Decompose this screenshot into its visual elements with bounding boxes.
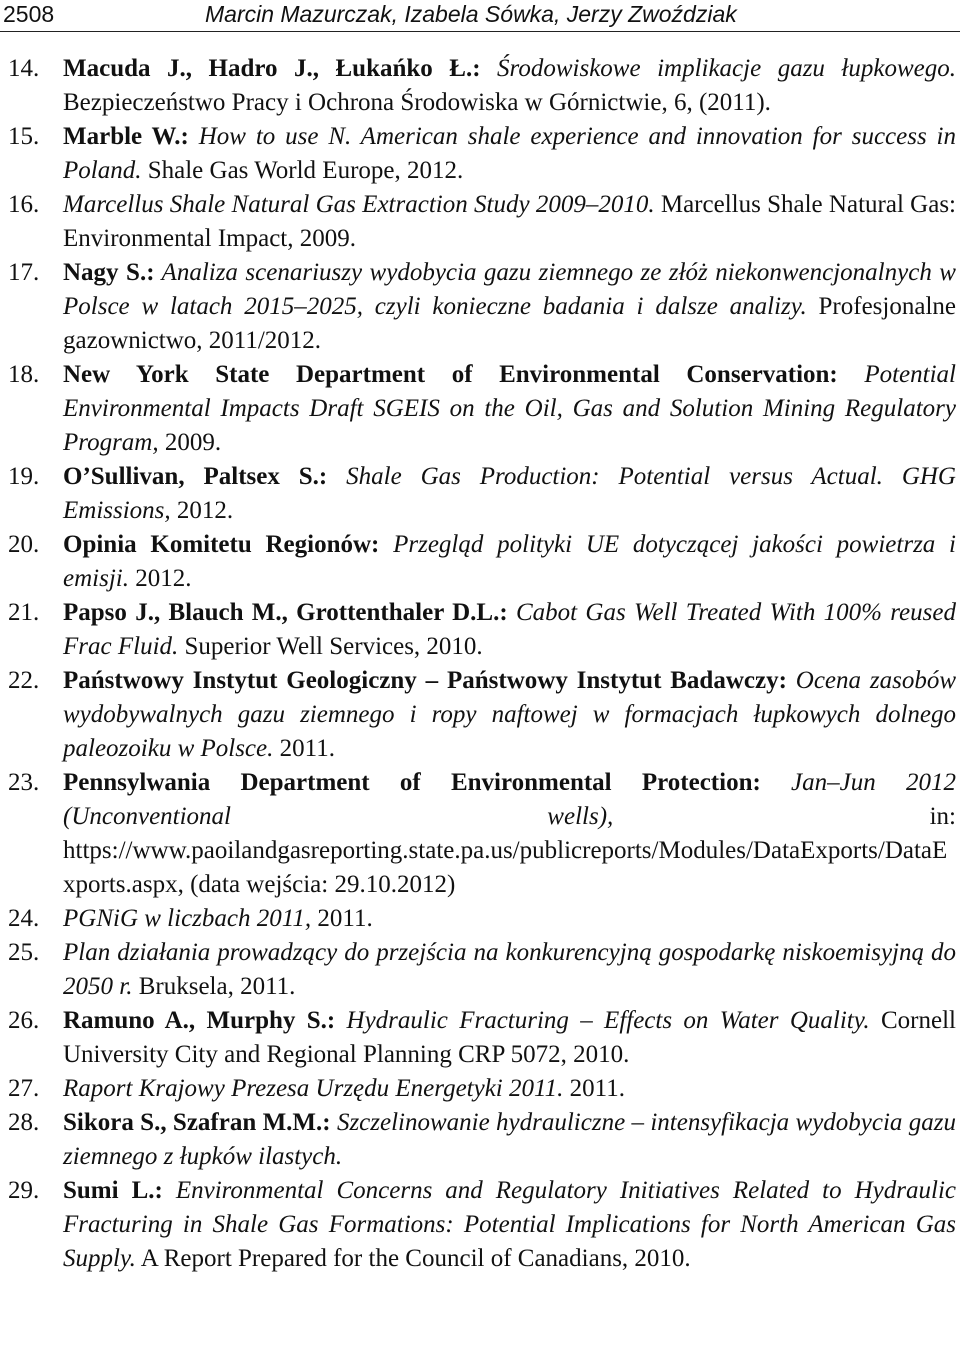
reference-title: Środowiskowe implikacje gazu łupkowego. bbox=[480, 55, 956, 82]
reference-details: Shale Gas World Europe, 2012. bbox=[141, 157, 464, 184]
reference-item bbox=[8, 1072, 956, 1106]
reference-item bbox=[8, 902, 956, 936]
reference-details: Bezpieczeństwo Pracy i Ochrona Środowiska w Górnictwie, 6, (2011). bbox=[63, 89, 771, 116]
reference-title: Analiza scenariuszy wydobycia gazu ziemnego ze złóż niekonwencjonalnych w Polsce w latach 2015–2025, czyli konieczne badania i dalsze analizy. bbox=[63, 259, 956, 320]
reference-item bbox=[8, 1106, 956, 1174]
page-header bbox=[0, 0, 960, 30]
reference-number: 26. bbox=[8, 1007, 40, 1034]
reference-title: How to use N. American shale experience and innovation for success in Poland. bbox=[63, 123, 957, 184]
reference-number: 16. bbox=[8, 191, 40, 218]
reference-details: 2011. bbox=[273, 735, 335, 762]
reference-title: Marcellus Shale Natural Gas Extraction Study 2009–2010. bbox=[63, 191, 655, 218]
reference-number: 18. bbox=[8, 361, 40, 388]
reference-title: Potential Environmental Impacts Draft SGEIS on the Oil, Gas and Solution Mining Regulatory Program, bbox=[63, 361, 956, 456]
reference-title: Environmental Concerns and Regulatory Initiatives Related to Hydraulic Fracturing in Shale Gas Formations: Potential Implications for North American Gas Supply. bbox=[63, 1177, 956, 1272]
reference-item bbox=[8, 766, 956, 902]
reference-details: A Report Prepared for the Council of Canadians, 2010. bbox=[135, 1245, 691, 1272]
reference-item bbox=[8, 52, 956, 120]
reference-details: 2012. bbox=[128, 565, 192, 592]
reference-authors: Opinia Komitetu Regionów: bbox=[63, 531, 380, 558]
reference-authors: Pennsylwania Department of Environmental Protection: bbox=[63, 769, 761, 796]
reference-number: 17. bbox=[8, 259, 40, 286]
reference-number: 24. bbox=[8, 905, 40, 932]
reference-item bbox=[8, 358, 956, 460]
reference-item bbox=[8, 1174, 956, 1276]
reference-title: Raport Krajowy Prezesa Urzędu Energetyki 2011. bbox=[63, 1075, 564, 1102]
reference-details: Superior Well Services, 2010. bbox=[178, 633, 483, 660]
reference-item bbox=[8, 528, 956, 596]
reference-details: Bruksela, 2011. bbox=[132, 973, 296, 1000]
reference-details: Profesjonalne gazownictwo, 2011/2012. bbox=[63, 293, 956, 354]
reference-title: Cabot Gas Well Treated With 100% reused Frac Fluid. bbox=[63, 599, 956, 660]
reference-number: 15. bbox=[8, 123, 40, 150]
reference-item bbox=[8, 120, 956, 188]
reference-details: 2012. bbox=[170, 497, 234, 524]
reference-title: Jan–Jun 2012 (Unconventional wells), bbox=[63, 769, 956, 830]
reference-authors: Papso J., Blauch M., Grottenthaler D.L.: bbox=[63, 599, 508, 626]
reference-list bbox=[8, 52, 956, 1276]
reference-title: Shale Gas Production: Potential versus Actual. GHG Emissions, bbox=[63, 463, 956, 524]
reference-authors: Marble W.: bbox=[63, 123, 189, 150]
reference-item bbox=[8, 936, 956, 1004]
reference-number: 22. bbox=[8, 667, 40, 694]
reference-title: PGNiG w liczbach 2011, bbox=[63, 905, 312, 932]
reference-details: in: https://www.paoilandgasreporting.state.pa.us/publicreports/Modules/DataExports/DataExports.aspx, (data wejścia: 29.10.2012) bbox=[63, 803, 956, 898]
reference-item bbox=[8, 596, 956, 664]
reference-number: 28. bbox=[8, 1109, 40, 1136]
reference-item bbox=[8, 1004, 956, 1072]
reference-number: 21. bbox=[8, 599, 40, 626]
reference-authors: Ramuno A., Murphy S.: bbox=[63, 1007, 336, 1034]
reference-details: 2011. bbox=[563, 1075, 625, 1102]
reference-number: 27. bbox=[8, 1075, 40, 1102]
reference-details: 2009. bbox=[158, 429, 222, 456]
header-rule bbox=[0, 31, 960, 32]
reference-number: 14. bbox=[8, 55, 40, 82]
reference-authors: Macuda J., Hadro J., Łukańko Ł.: bbox=[63, 55, 481, 82]
reference-number: 23. bbox=[8, 769, 40, 796]
reference-title: Szczelinowanie hydrauliczne – intensyfikacja wydobycia gazu ziemnego z łupków ilastych. bbox=[63, 1109, 956, 1170]
reference-details: Cornell University City and Regional Planning CRP 5072, 2010. bbox=[63, 1007, 956, 1068]
reference-title: Hydraulic Fracturing – Effects on Water Quality. bbox=[335, 1007, 870, 1034]
reference-authors: O’Sullivan, Paltsex S.: bbox=[63, 463, 328, 490]
reference-item bbox=[8, 460, 956, 528]
reference-number: 29. bbox=[8, 1177, 40, 1204]
reference-title: Plan działania prowadzący do przejścia na konkurencyjną gospodarkę niskoemisyjną do 2050 r. bbox=[63, 939, 956, 1000]
reference-details: 2011. bbox=[311, 905, 373, 932]
reference-details: Marcellus Shale Natural Gas: Environmental Impact, 2009. bbox=[63, 191, 956, 252]
page-number: 2508 bbox=[3, 1, 55, 27]
reference-authors: Sikora S., Szafran M.M.: bbox=[63, 1109, 331, 1136]
reference-item bbox=[8, 664, 956, 766]
reference-authors: Nagy S.: bbox=[63, 259, 155, 286]
reference-number: 19. bbox=[8, 463, 40, 490]
reference-authors: Państwowy Instytut Geologiczny – Państwowy Instytut Badawczy: bbox=[63, 667, 787, 694]
running-title: Marcin Mazurczak, Izabela Sówka, Jerzy Zwoździak bbox=[205, 1, 737, 27]
reference-authors: New York State Department of Environmental Conservation: bbox=[63, 361, 838, 388]
reference-title: Przegląd polityki UE dotyczącej jakości powietrza i emisji. bbox=[63, 531, 956, 592]
reference-item bbox=[8, 188, 956, 256]
reference-number: 20. bbox=[8, 531, 40, 558]
reference-number: 25. bbox=[8, 939, 40, 966]
reference-item bbox=[8, 256, 956, 358]
reference-authors: Sumi L.: bbox=[63, 1177, 163, 1204]
reference-title: Ocena zasobów wydobywalnych gazu ziemnego i ropy naftowej w formacjach łupkowych dolnego paleozoiku w Polsce. bbox=[63, 667, 956, 762]
